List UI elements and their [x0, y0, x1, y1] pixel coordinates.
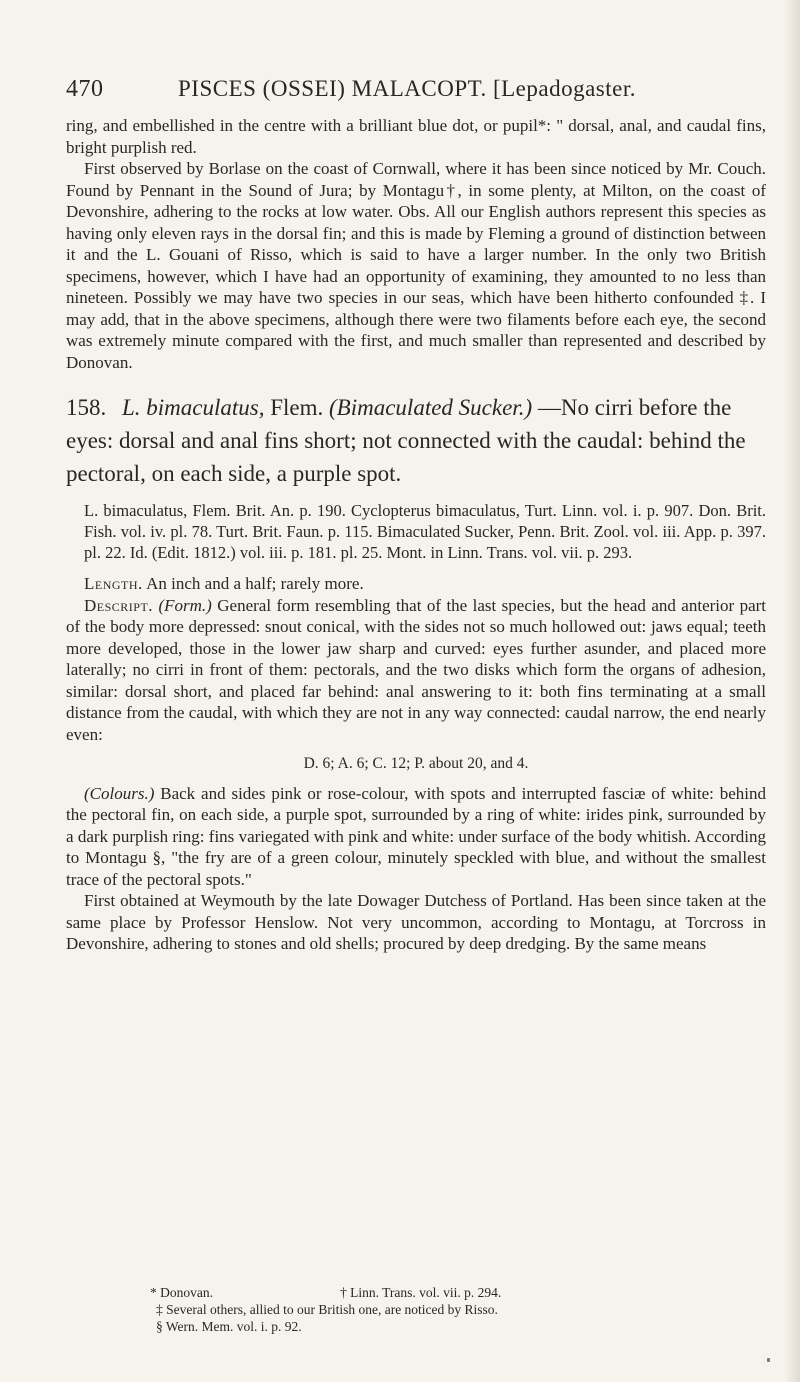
footnote-ddagger: ‡ Several others, allied to our British one, are noticed by Risso.	[156, 1302, 498, 1317]
form-subheading: (Form.)	[158, 595, 212, 615]
colours-subheading: (Colours.)	[84, 783, 155, 803]
species-entry-heading	[66, 391, 766, 490]
length-paragraph	[66, 573, 766, 595]
page-header	[66, 64, 766, 104]
distribution-paragraph: First obtained at Weymouth by the late Dowager Dutchess of Portland. Has been since taken at the same place by Professor Henslow. Not very uncommon, according to Montagu, at Torcross in Devonshire, adhering to stones and old shells; procured by deep dredging. By the same means	[66, 891, 766, 953]
description-paragraph	[66, 595, 766, 746]
species-diagnosis: —No cirri before the eyes: dorsal and anal fins short; not connected with the caudal: behind the pectoral, on each side, a purple spot.	[66, 395, 746, 486]
length-label: Length.	[84, 574, 143, 593]
colours-text: Back and sides pink or rose-colour, with spots and interrupted fasciæ of white: behind the pectoral fin, on each side, a purple spot, surrounded by a ring of white: irides pink, surrounded by a dark purplish ring: fins variegated with pink and white: under surface of the body whitish. According to Montagu §, "the fry are of a green colour, minutely speckled with blue, and without the smallest trace of the pectoral spots."	[66, 783, 767, 889]
species-authority: Flem.	[270, 395, 324, 420]
species-name: L. bimaculatus,	[122, 395, 265, 420]
footnote-row	[150, 1284, 710, 1301]
colours-paragraph	[66, 783, 766, 891]
footnote-star: * Donovan.	[150, 1285, 213, 1300]
length-text: An inch and a half; rarely more.	[146, 574, 364, 593]
paper-speck	[767, 1358, 770, 1362]
running-title: PISCES (OSSEI) MALACOPT. [Lepadogaster.	[178, 76, 636, 101]
species-common-name: (Bimaculated Sucker.)	[329, 395, 533, 420]
footnote-section: § Wern. Mem. vol. i. p. 92.	[156, 1319, 302, 1334]
fin-formula: D. 6; A. 6; C. 12; P. about 20, and 4.	[303, 755, 529, 772]
main-text	[66, 115, 766, 955]
descript-label: Descript.	[84, 595, 154, 615]
form-text: General form resembling that of the last species, but the head and anterior part of the body more depressed: snout conical, with the sides not so much hollowed out: jaws equal; teeth more developed, those in the lower jaw sharp and curved: eyes further asunder, and placed more laterally; no cirri in front of them: pectorals, and the two disks which form the organs of adhesion, similar: dorsal short, and placed far behind: anal answering to it: both fins terminating at a small distance from the caudal, with which they are not in any way connected: caudal narrow, the end nearly even:	[66, 595, 767, 744]
footnote-dagger: † Linn. Trans. vol. vii. p. 294.	[340, 1285, 502, 1300]
paragraph-observations: First observed by Borlase on the coast of Cornwall, where it has been since noticed by Mr. Couch. Found by Pennant in the Sound of Jura; by Montagu†, in some plenty, at Milton, on the coast of Devonshire, adhering to the rocks at low water. Obs. All our English authors represent this species as having only eleven rays in the dorsal fin; and this is made by Fleming a ground of distinction between it and the L. Gouani of Risso, which is said to have a larger number. In the only two British specimens, however, which I have had an opportunity of examining, they amounted to no less than nineteen. Possibly we may have two species in our seas, which have been hitherto confounded ‡. I may add, that in the above specimens, although there were two filaments before each eye, the second was extremely minute compared with the first, and much smaller than represented and described by Donovan.	[66, 159, 766, 372]
synonymy: L. bimaculatus, Flem. Brit. An. p. 190. Cyclopterus bimaculatus, Turt. Linn. vol. i. p. 907. Don. Brit. Fish. vol. iv. pl. 78. Turt. Brit. Faun. p. 115. Bimaculated Sucker, Penn. Brit. Zool. vol. iii. App. p. 397. pl. 22. Id. (Edit. 1812.) vol. iii. p. 181. pl. 25. Mont. in Linn. Trans. vol. vii. p. 293.	[84, 501, 766, 562]
paragraph-continuation: ring, and embellished in the centre with a brilliant blue dot, or pupil*: " dorsal, anal, and caudal fins, bright purplish red.	[66, 116, 766, 157]
page-edge-shadow	[784, 0, 800, 1382]
page-number: 470	[66, 76, 104, 102]
species-number: 158.	[66, 395, 107, 420]
footnotes	[150, 1284, 710, 1335]
